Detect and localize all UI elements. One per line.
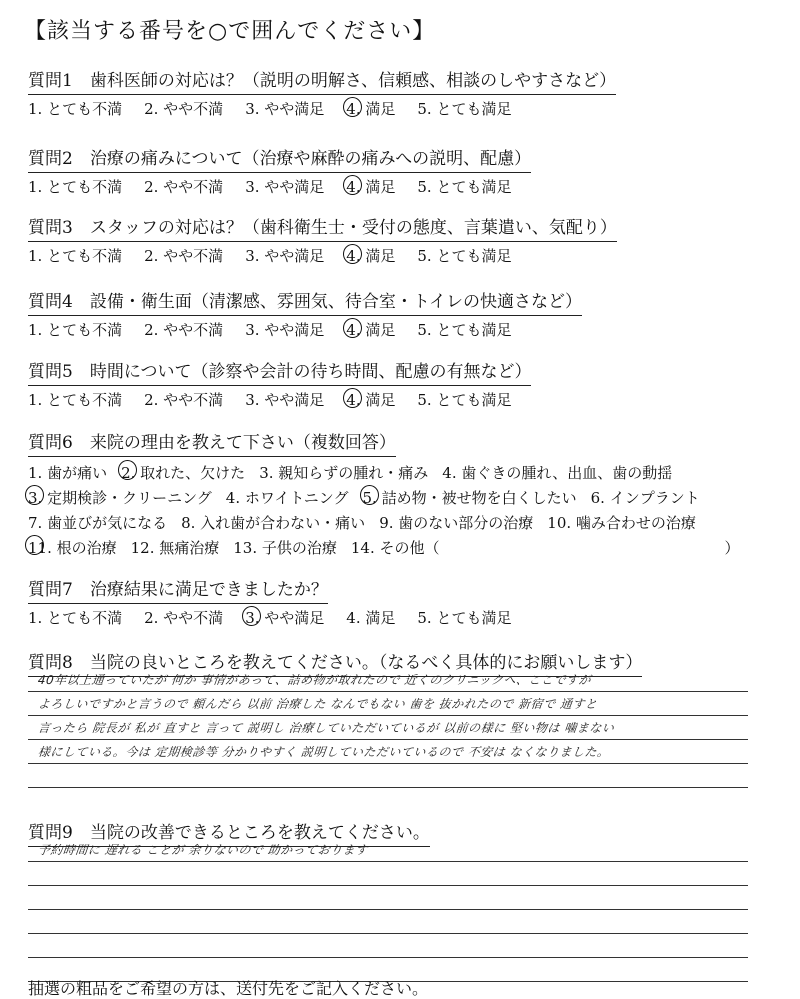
question-label: 質問3 スタッフの対応は？（歯科衛生士・受付の態度、言葉遣い、気配り） xyxy=(28,213,617,242)
selection-circle xyxy=(343,318,362,338)
option-item[interactable]: 5. とても満足 xyxy=(417,321,512,339)
option-item[interactable]: 9. 歯のない部分の治療 xyxy=(379,514,534,532)
option-item[interactable]: 1. とても不満 xyxy=(28,100,123,118)
option-item[interactable]: 2. 取れた、欠けた xyxy=(121,461,245,486)
option-item[interactable]: 8. 入れ歯が合わない・痛い xyxy=(181,514,366,532)
handwritten-text: 予約時間に 遅れる ことが 余りないので 助かっております xyxy=(37,843,369,857)
page-title: 【該当する番号を○で囲んでください】 xyxy=(24,19,436,44)
question-label: 質問5 時間について（診察や会計の待ち時間、配慮の有無など） xyxy=(28,357,531,386)
options-row xyxy=(28,511,754,536)
answer-line[interactable] xyxy=(28,740,748,764)
question-label: 質問1 歯科医師の対応は？（説明の明解さ、信頼感、相談のしやすさなど） xyxy=(28,66,616,95)
option-item[interactable]: 3. やや満足 xyxy=(245,100,325,118)
option-item[interactable]: 1. とても不満 xyxy=(28,178,123,196)
option-item[interactable]: 4. 満足 xyxy=(346,609,396,627)
option-item[interactable]: 2. やや不満 xyxy=(144,247,224,265)
question-label: 質問8 当院の良いところを教えてください。（なるべく具体的にお願いします） xyxy=(28,648,642,677)
option-item[interactable]: 4. 満足 xyxy=(346,98,395,119)
option-item[interactable]: 2. やや不満 xyxy=(144,178,224,196)
selection-circle xyxy=(242,606,261,626)
option-item[interactable]: 2. やや不満 xyxy=(144,100,224,118)
answer-line[interactable] xyxy=(28,764,748,788)
handwritten-text: 言ったら 院長が 私が 直すと 言って 説明し 治療していただいているが 以前の様に 堅い物は 噛まない xyxy=(37,721,616,735)
question-5 xyxy=(28,357,533,410)
footer-note: 抽選の粗品をご希望の方は、送付先をご記入ください。 xyxy=(28,979,429,998)
answer-line[interactable] xyxy=(28,934,748,958)
option-item[interactable]: 2. やや不満 xyxy=(144,391,224,409)
option-item[interactable]: 7. 歯並びが気になる xyxy=(28,514,168,532)
selection-circle xyxy=(343,388,362,408)
selection-circle xyxy=(25,485,44,505)
answer-line[interactable] xyxy=(28,862,748,886)
option-item[interactable]: 1. とても不満 xyxy=(28,609,123,627)
option-item[interactable]: 12. 無痛治療 xyxy=(130,539,220,557)
handwritten-text: 様にしている。今は 定期検診等 分かりやすく 説明していただいているので 不安は なくなりました。 xyxy=(37,745,611,759)
option-item[interactable]: 13. 子供の治療 xyxy=(233,539,337,557)
question-label: 質問6 来院の理由を教えて下さい（複数回答） xyxy=(28,428,396,457)
selection-circle xyxy=(343,175,362,195)
question-1 xyxy=(28,66,616,119)
options-row xyxy=(28,536,754,561)
selection-circle xyxy=(25,535,44,555)
option-item[interactable]: 2. やや不満 xyxy=(144,609,224,627)
option-item[interactable]: 1. とても不満 xyxy=(28,321,123,339)
answer-line[interactable] xyxy=(28,910,748,934)
question-7 xyxy=(28,575,533,628)
option-item[interactable]: 5. とても満足 xyxy=(417,178,512,196)
option-item[interactable]: 4. 満足 xyxy=(346,319,395,340)
options-row xyxy=(28,245,617,266)
option-item[interactable]: 4. 満足 xyxy=(346,176,395,197)
option-item[interactable]: 3. やや満足 xyxy=(245,247,325,265)
option-item[interactable]: 6. インプラント xyxy=(590,489,700,507)
question-label: 質問2 治療の痛みについて（治療や麻酔の痛みへの説明、配慮） xyxy=(28,144,531,173)
option-item[interactable]: 1. とても不満 xyxy=(28,391,123,409)
option-item[interactable]: 5. とても満足 xyxy=(417,247,512,265)
option-item[interactable]: 5. とても満足 xyxy=(417,609,512,627)
option-item[interactable]: 14. その他（ ） xyxy=(350,539,740,557)
option-item[interactable]: 1. とても不満 xyxy=(28,247,123,265)
option-item[interactable]: 4. 満足 xyxy=(346,389,395,410)
options-row xyxy=(28,389,533,410)
question-6 xyxy=(28,428,754,561)
option-item[interactable]: 4. 満足 xyxy=(346,245,395,266)
options-row xyxy=(28,176,533,197)
option-item[interactable]: 3. 定期検診・クリーニング xyxy=(28,486,212,511)
selection-circle xyxy=(118,460,137,480)
options-row xyxy=(28,319,582,340)
selection-circle xyxy=(360,485,379,505)
option-item[interactable]: 11. 根の治療 xyxy=(28,536,117,561)
handwritten-text: よろしいですかと言うので 頼んだら 以前 治療した なんでもない 歯を 抜かれたので 新宿で 通すと xyxy=(37,697,599,711)
option-item[interactable]: 10. 噛み合わせの治療 xyxy=(547,514,696,532)
option-item[interactable]: 3. やや満足 xyxy=(245,391,325,409)
option-item[interactable]: 5. とても満足 xyxy=(417,391,512,409)
question-4 xyxy=(28,287,582,340)
question-2 xyxy=(28,144,533,197)
question-label: 質問4 設備・衛生面（清潔感、雰囲気、待合室・トイレの快適さなど） xyxy=(28,287,582,316)
question-3 xyxy=(28,213,617,266)
options-row xyxy=(28,98,616,119)
handwritten-text: 40年以上通っていたが 何か 事情があって、詰め物が取れたので 近くのクリニックへ、ここですが xyxy=(37,673,592,687)
answer-line[interactable] xyxy=(28,886,748,910)
option-item[interactable]: 5. 詰め物・被せ物を白くしたい xyxy=(363,486,577,511)
options-row xyxy=(28,461,754,486)
answer-line[interactable] xyxy=(28,692,748,716)
q6-options xyxy=(28,461,754,561)
answer-line[interactable] xyxy=(28,716,748,740)
option-item[interactable]: 4. 歯ぐきの腫れ、出血、歯の動揺 xyxy=(442,464,673,482)
question-label: 質問7 治療結果に満足できましたか？ xyxy=(28,575,328,604)
option-item[interactable]: 1. 歯が痛い xyxy=(28,464,108,482)
question-label: 質問9 当院の改善できるところを教えてください。 xyxy=(28,818,430,847)
q7-options xyxy=(28,607,533,628)
option-item[interactable]: 5. とても満足 xyxy=(417,100,512,118)
answer-line[interactable] xyxy=(28,838,748,862)
option-item[interactable]: 3. やや満足 xyxy=(245,607,324,628)
q9-answer-lines[interactable] xyxy=(28,838,748,982)
selection-circle xyxy=(343,244,362,264)
option-item[interactable]: 3. やや満足 xyxy=(245,321,325,339)
option-item[interactable]: 4. ホワイトニング xyxy=(225,489,349,507)
q8-answer-lines[interactable] xyxy=(28,668,748,788)
options-row xyxy=(28,486,754,511)
option-item[interactable]: 2. やや不満 xyxy=(144,321,224,339)
option-item[interactable]: 3. 親知らずの腫れ・痛み xyxy=(259,464,429,482)
option-item[interactable]: 3. やや満足 xyxy=(245,178,325,196)
answer-line[interactable] xyxy=(28,668,748,692)
selection-circle xyxy=(343,97,362,117)
